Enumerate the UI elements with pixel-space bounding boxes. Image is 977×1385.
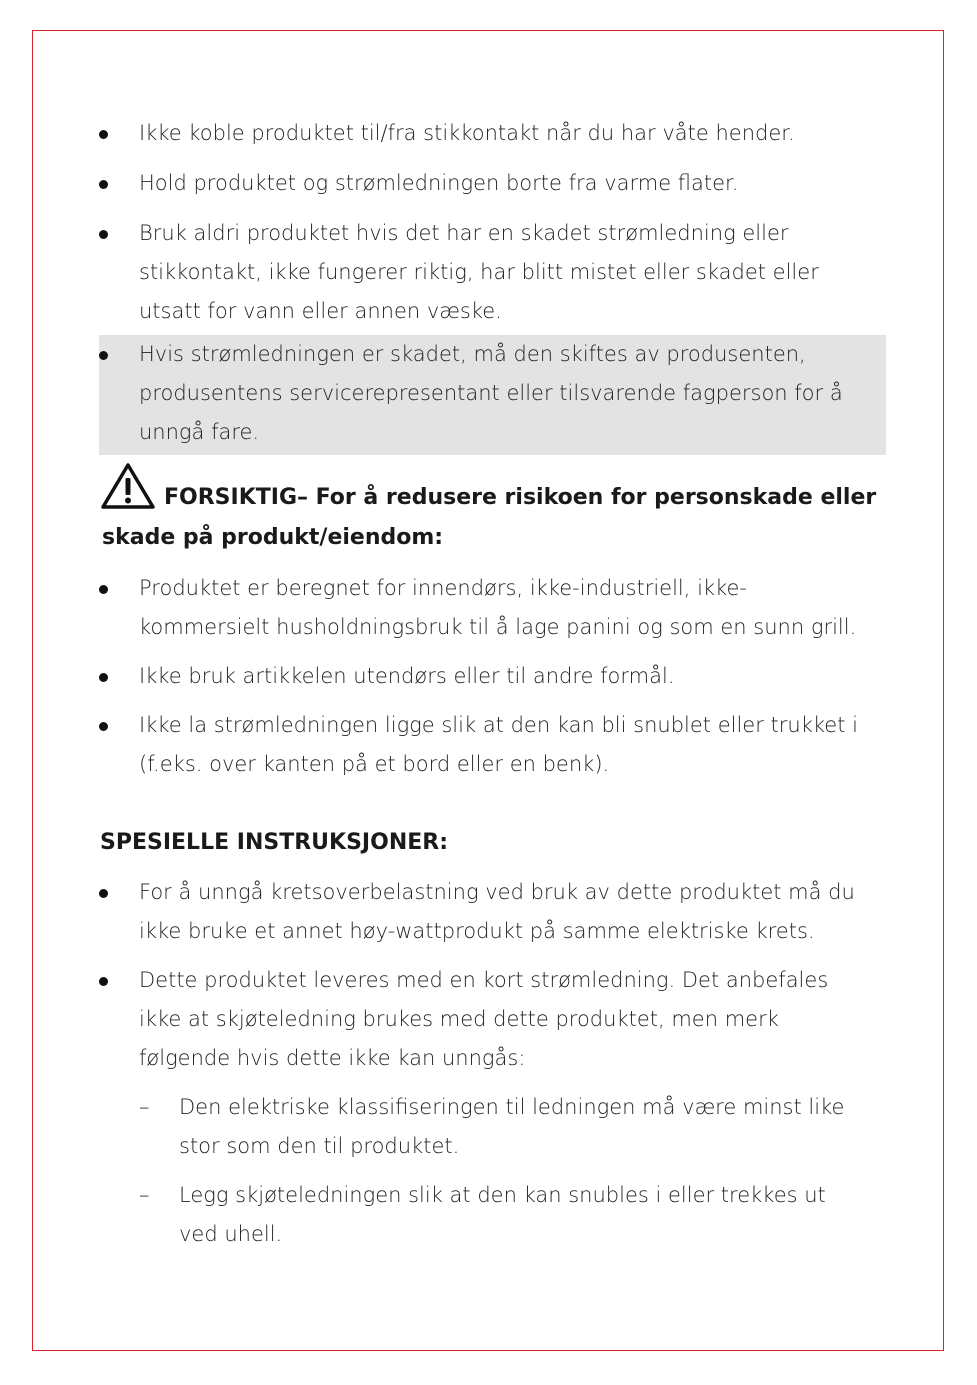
line: stikkontakt, ikke fungerer riktig, har blitt mistet eller skadet eller bbox=[139, 260, 819, 284]
line: følgende hvis dette ikke kan unngås: bbox=[139, 1046, 526, 1070]
bullet-dot bbox=[99, 889, 108, 898]
line: Ikke la strømledningen ligge slik at den kan bli snublet eller trukket i bbox=[139, 713, 858, 737]
line: Hvis strømledningen er skadet, må den skiftes av produsenten, bbox=[139, 342, 806, 366]
bullet-dot bbox=[99, 130, 108, 139]
line: Ikke koble produktet til/fra stikkontakt når du har våte hender. bbox=[139, 121, 795, 145]
bullet-dot bbox=[99, 977, 108, 986]
line: ved uhell. bbox=[179, 1222, 283, 1246]
dash-marker: – bbox=[139, 1095, 150, 1119]
warning-triangle-icon bbox=[100, 461, 156, 511]
line: ikke at skjøteledning brukes med dette produktet, men merk bbox=[139, 1007, 779, 1031]
line: Produktet er beregnet for innendørs, ikke-industriell, ikke- bbox=[139, 576, 748, 600]
line: ikke bruke et annet høy-wattprodukt på samme elektriske krets. bbox=[139, 919, 815, 943]
dash-marker: – bbox=[139, 1183, 150, 1207]
line: (f.eks. over kanten på et bord eller en benk). bbox=[139, 752, 610, 776]
bullet-dot bbox=[99, 722, 108, 731]
line: stor som den til produktet. bbox=[179, 1134, 460, 1158]
bullet-dot bbox=[99, 585, 108, 594]
line: utsatt for vann eller annen væske. bbox=[139, 299, 502, 323]
bullet-dot bbox=[99, 230, 108, 239]
line: Hold produktet og strømledningen borte fra varme flater. bbox=[139, 171, 739, 195]
line: For å unngå kretsoverbelastning ved bruk av dette produktet må du bbox=[139, 880, 855, 904]
bullet-dot bbox=[99, 180, 108, 189]
line: Legg skjøteledningen slik at den kan snubles i eller trekkes ut bbox=[179, 1183, 826, 1207]
line: Dette produktet leveres med en kort strømledning. Det anbefales bbox=[139, 968, 829, 992]
caution-heading-line1: FORSIKTIG– For å redusere risikoen for personskade eller bbox=[164, 485, 877, 510]
line: unngå fare. bbox=[139, 420, 260, 444]
line: Den elektriske klassifiseringen til ledningen må være minst like bbox=[179, 1095, 845, 1119]
line: produsentens servicerepresentant eller tilsvarende fagperson for å bbox=[139, 381, 843, 405]
caution-heading-line2: skade på produkt/eiendom: bbox=[102, 525, 444, 550]
bullet-dot bbox=[99, 673, 108, 682]
line: Bruk aldri produktet hvis det har en skadet strømledning eller bbox=[139, 221, 789, 245]
line: kommersielt husholdningsbruk til å lage panini og som en sunn grill. bbox=[139, 615, 857, 639]
bullet-dot bbox=[99, 351, 108, 360]
line: Ikke bruk artikkelen utendørs eller til andre formål. bbox=[139, 664, 675, 688]
special-instructions-heading: SPESIELLE INSTRUKSJONER: bbox=[100, 830, 448, 855]
